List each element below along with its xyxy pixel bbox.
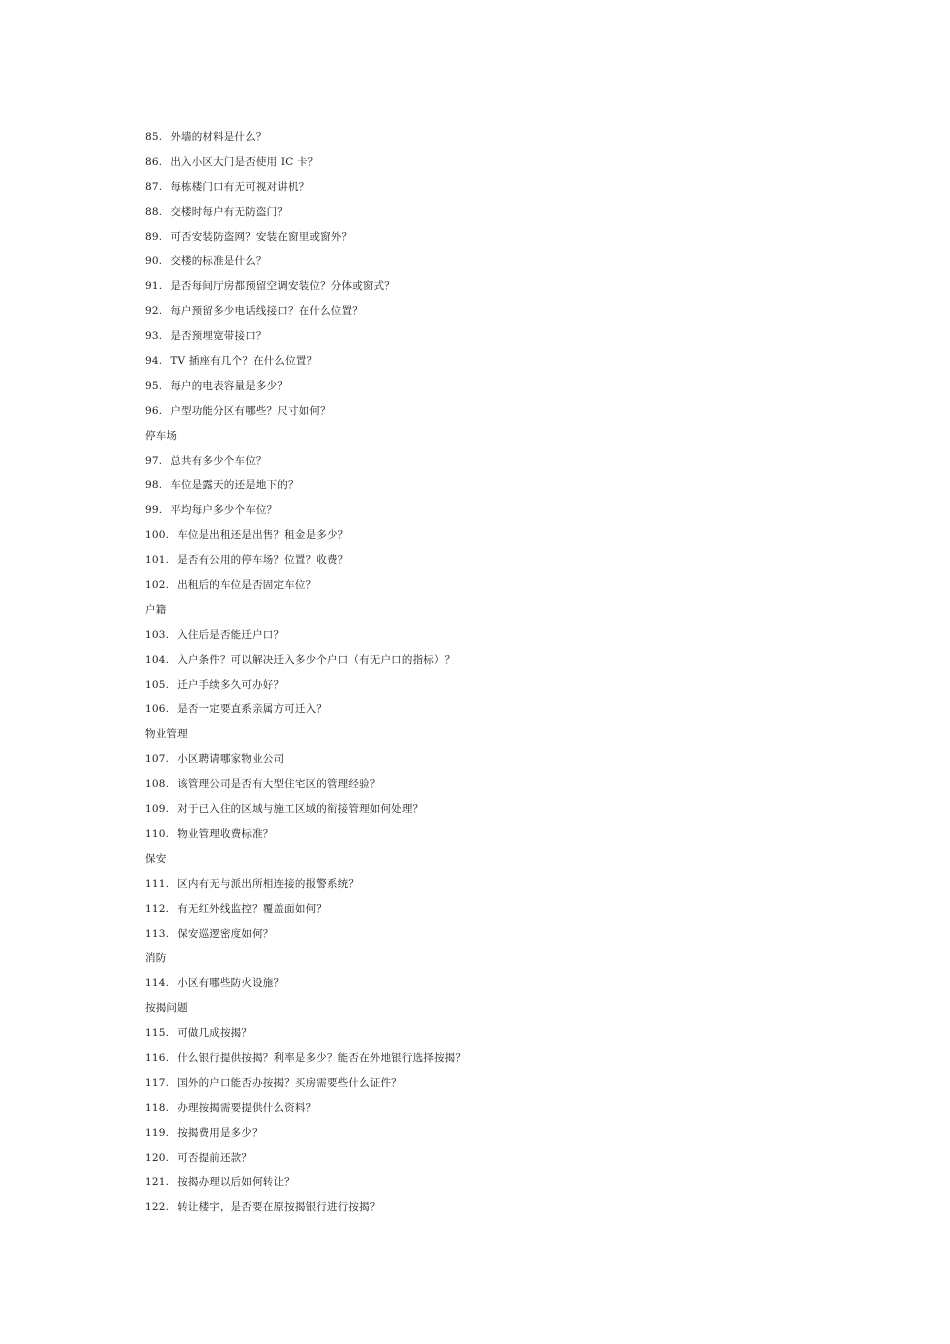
question-text: 是否预埋宽带接口？ bbox=[170, 330, 267, 343]
question-item bbox=[145, 1149, 905, 1174]
question-number: 89. bbox=[145, 230, 163, 243]
section-heading: 户籍 bbox=[145, 603, 167, 616]
question-number: 97. bbox=[145, 454, 163, 467]
question-number: 93. bbox=[145, 330, 163, 343]
question-item bbox=[145, 1074, 905, 1099]
question-number: 85. bbox=[145, 131, 163, 143]
question-number: 117. bbox=[145, 1076, 170, 1089]
question-item bbox=[145, 825, 905, 850]
question-item bbox=[145, 252, 905, 277]
question-number: 103. bbox=[145, 628, 170, 641]
question-number: 110. bbox=[145, 827, 170, 840]
question-item bbox=[145, 476, 905, 501]
question-number: 98. bbox=[145, 479, 163, 492]
question-text: 每户的电表容量是多少？ bbox=[170, 379, 289, 392]
question-text: 迁户手续多久可办好？ bbox=[177, 678, 285, 691]
question-number: 88. bbox=[145, 205, 163, 218]
question-number: 107. bbox=[145, 753, 170, 766]
question-item bbox=[145, 775, 905, 800]
question-number: 115. bbox=[145, 1027, 170, 1040]
question-number: 92. bbox=[145, 305, 163, 318]
question-text: 车位是出租还是出售？租金是多少？ bbox=[177, 529, 349, 542]
question-text: 总共有多少个车位？ bbox=[170, 454, 267, 467]
question-number: 114. bbox=[145, 977, 170, 990]
question-number: 99. bbox=[145, 504, 163, 517]
question-text: 交楼的标准是什么？ bbox=[170, 255, 267, 268]
question-text: 有无红外线监控？覆盖面如何？ bbox=[177, 902, 327, 915]
question-text: TV 插座有几个？在什么位置？ bbox=[170, 355, 318, 368]
question-item bbox=[145, 800, 905, 825]
question-text: 入户条件？可以解决迁入多少个户口（有无户口的指标）？ bbox=[177, 653, 456, 666]
question-text: 是否有公用的停车场？位置？收费？ bbox=[177, 554, 349, 567]
question-item bbox=[145, 1049, 905, 1074]
question-item bbox=[145, 526, 905, 551]
question-text: 外墙的材料是什么？ bbox=[170, 131, 267, 143]
question-number: 106. bbox=[145, 703, 170, 716]
question-item bbox=[145, 1024, 905, 1049]
question-number: 104. bbox=[145, 653, 170, 666]
question-item bbox=[145, 651, 905, 676]
question-number: 91. bbox=[145, 280, 163, 293]
section-heading: 消防 bbox=[145, 952, 167, 965]
question-number: 108. bbox=[145, 778, 170, 791]
question-number: 109. bbox=[145, 803, 170, 816]
question-number: 95. bbox=[145, 379, 163, 392]
question-number: 90. bbox=[145, 255, 163, 268]
question-text: 是否一定要直系亲属方可迁入？ bbox=[177, 703, 327, 716]
question-number: 116. bbox=[145, 1051, 170, 1064]
question-number: 96. bbox=[145, 404, 163, 417]
question-number: 118. bbox=[145, 1101, 170, 1114]
question-item bbox=[145, 327, 905, 352]
section-heading: 停车场 bbox=[145, 429, 178, 442]
question-text: 入住后是否能迁户口？ bbox=[177, 628, 285, 641]
question-number: 119. bbox=[145, 1126, 170, 1139]
question-item bbox=[145, 402, 905, 427]
question-item bbox=[145, 900, 905, 925]
question-text: 转让楼宇，是否要在原按揭银行进行按揭？ bbox=[177, 1201, 381, 1214]
question-text: 出租后的车位是否固定车位？ bbox=[177, 579, 317, 592]
question-number: 94. bbox=[145, 355, 163, 368]
question-text: 可否提前还款？ bbox=[177, 1151, 253, 1164]
question-item bbox=[145, 228, 905, 253]
question-item bbox=[145, 700, 905, 725]
question-item bbox=[145, 153, 905, 178]
question-number: 111. bbox=[145, 877, 170, 890]
question-item bbox=[145, 974, 905, 999]
question-item bbox=[145, 302, 905, 327]
question-text: 区内有无与派出所相连接的报警系统？ bbox=[177, 877, 360, 890]
question-number: 87. bbox=[145, 180, 163, 193]
question-text: 车位是露天的还是地下的？ bbox=[170, 479, 299, 492]
question-text: 办理按揭需要提供什么资料？ bbox=[177, 1101, 317, 1114]
question-text: 户型功能分区有哪些？尺寸如何？ bbox=[170, 404, 331, 417]
question-text: 对于已入住的区域与施工区域的衔接管理如何处理？ bbox=[177, 803, 424, 816]
question-item bbox=[145, 1198, 905, 1223]
question-item bbox=[145, 1173, 905, 1198]
question-text: 按揭费用是多少？ bbox=[177, 1126, 263, 1139]
question-text: 是否每间厅房都预留空调安装位？分体或窗式？ bbox=[170, 280, 396, 293]
question-item bbox=[145, 352, 905, 377]
question-number: 86. bbox=[145, 155, 163, 168]
question-text: 可做几成按揭？ bbox=[177, 1027, 253, 1040]
question-item bbox=[145, 377, 905, 402]
question-text: 国外的户口能否办按揭？买房需要些什么证件？ bbox=[177, 1076, 402, 1089]
question-item bbox=[145, 875, 905, 900]
section-heading: 物业管理 bbox=[145, 728, 188, 741]
question-number: 105. bbox=[145, 678, 170, 691]
section-heading: 按揭问题 bbox=[145, 1002, 188, 1015]
question-text: 按揭办理以后如何转让？ bbox=[177, 1176, 295, 1189]
question-item bbox=[145, 1099, 905, 1124]
question-item bbox=[145, 128, 905, 153]
question-text: 每户预留多少电话线接口？在什么位置？ bbox=[170, 305, 363, 318]
question-item bbox=[145, 277, 905, 302]
question-text: 每栋楼门口有无可视对讲机？ bbox=[170, 180, 310, 193]
question-item bbox=[145, 501, 905, 526]
question-item bbox=[145, 626, 905, 651]
question-text: 小区有哪些防火设施？ bbox=[177, 977, 285, 990]
question-text: 该管理公司是否有大型住宅区的管理经验？ bbox=[177, 778, 381, 791]
question-item bbox=[145, 676, 905, 701]
question-number: 122. bbox=[145, 1201, 170, 1214]
document-body bbox=[145, 128, 905, 1223]
question-item bbox=[145, 925, 905, 950]
question-text: 平均每户多少个车位？ bbox=[170, 504, 278, 517]
question-text: 交楼时每户有无防盗门？ bbox=[170, 205, 289, 218]
question-item bbox=[145, 576, 905, 601]
question-item bbox=[145, 551, 905, 576]
question-number: 100. bbox=[145, 529, 170, 542]
question-item bbox=[145, 203, 905, 228]
question-text: 物业管理收费标准？ bbox=[177, 827, 274, 840]
question-text: 可否安装防盗网？安装在窗里或窗外？ bbox=[170, 230, 353, 243]
question-item bbox=[145, 750, 905, 775]
question-number: 102. bbox=[145, 579, 170, 592]
question-number: 113. bbox=[145, 927, 170, 940]
question-number: 112. bbox=[145, 902, 170, 915]
question-item bbox=[145, 1124, 905, 1149]
question-text: 小区聘请哪家物业公司 bbox=[177, 753, 285, 766]
question-text: 出入小区大门是否使用 IC 卡？ bbox=[170, 155, 319, 168]
question-text: 什么银行提供按揭？利率是多少？能否在外地银行选择按揭？ bbox=[177, 1051, 467, 1064]
question-number: 101. bbox=[145, 554, 170, 567]
question-item bbox=[145, 452, 905, 477]
question-number: 120. bbox=[145, 1151, 170, 1164]
question-text: 保安巡逻密度如何？ bbox=[177, 927, 274, 940]
question-number: 121. bbox=[145, 1176, 170, 1189]
section-heading: 保安 bbox=[145, 852, 167, 865]
question-item bbox=[145, 178, 905, 203]
